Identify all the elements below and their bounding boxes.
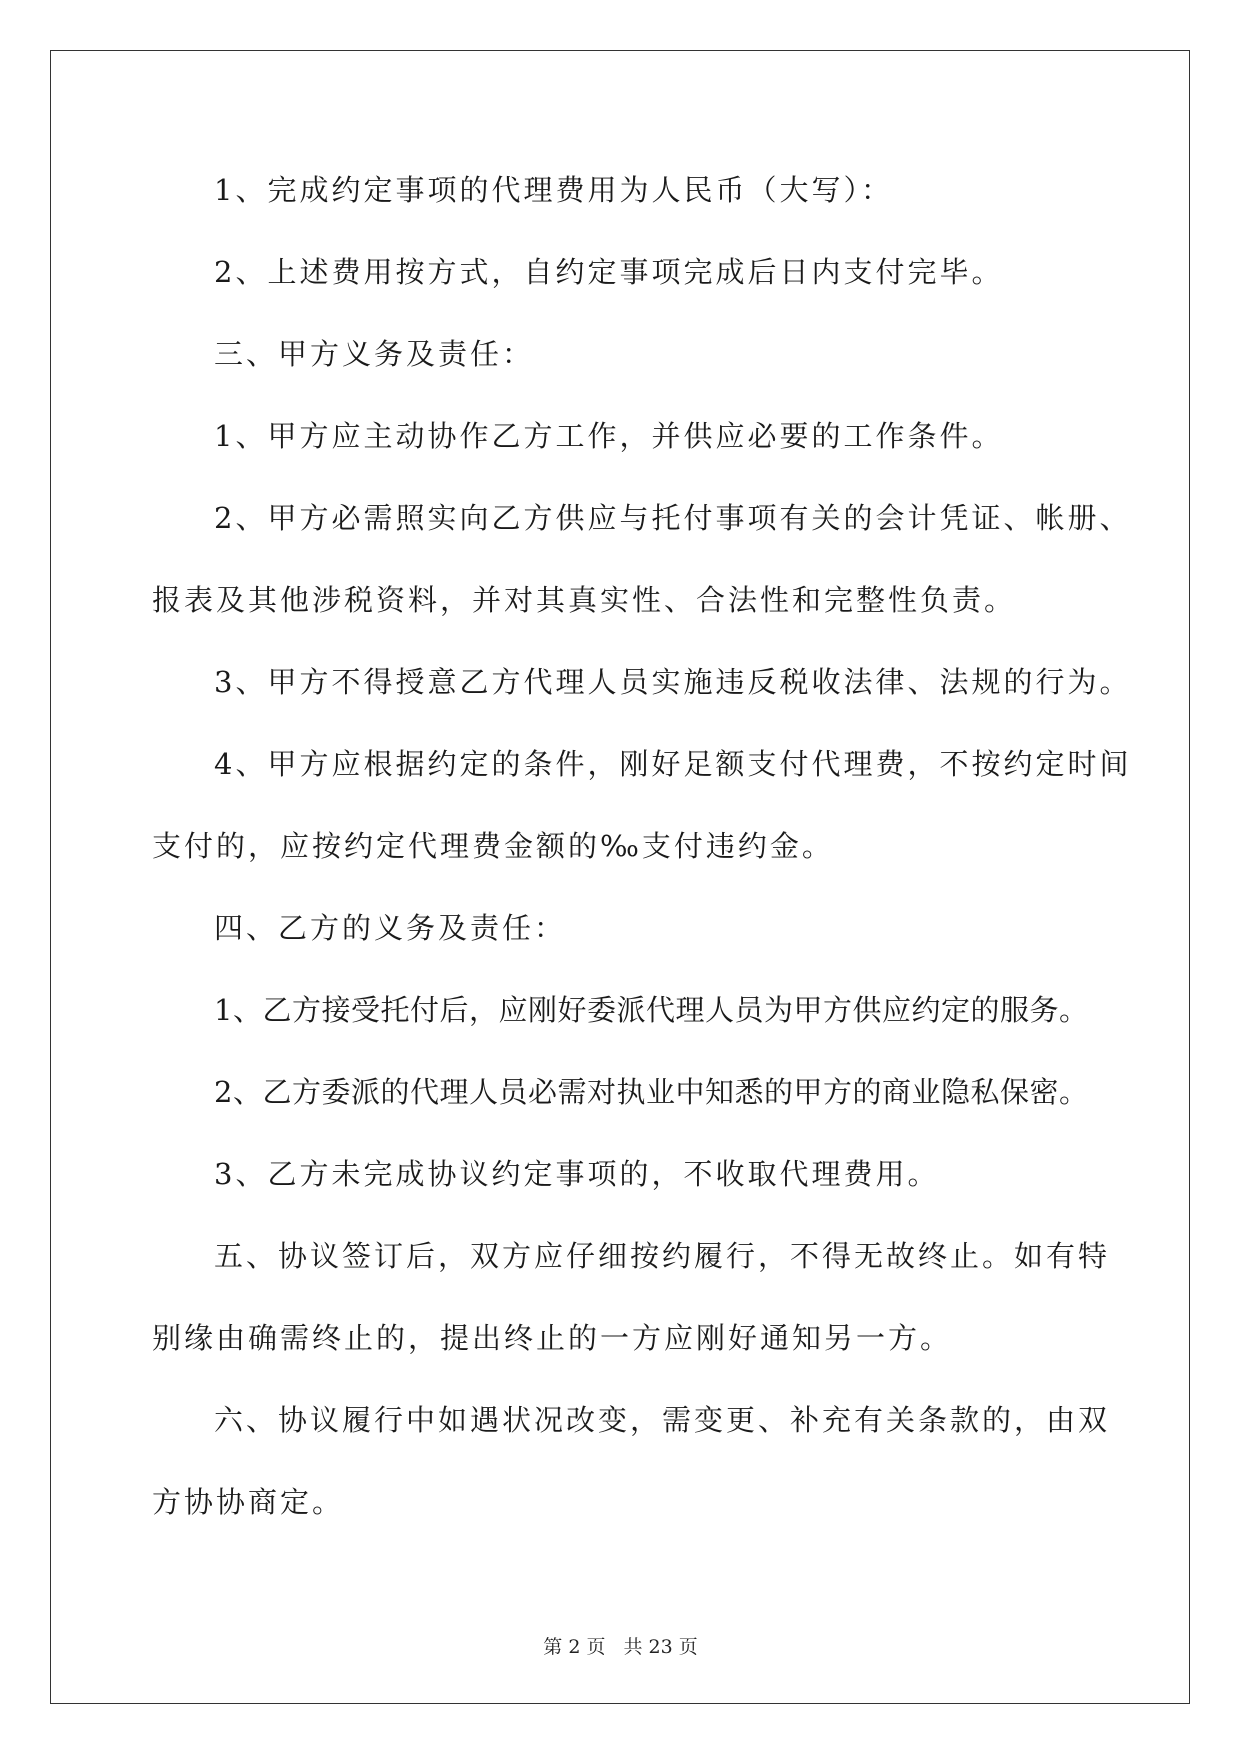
paragraph-party-b-1 (152, 986, 1092, 1034)
paragraph-line: 3、乙方未完成协议约定事项的，不收取代理费用。 (214, 1157, 940, 1191)
paragraph-line: 支付的，应按约定代理费金额的‰支付违约金。 (152, 829, 834, 863)
paragraph-line: 五、协议签订后，双方应仔细按约履行，不得无故终止。如有特 (214, 1239, 1111, 1273)
paragraph-party-a-1 (152, 412, 1092, 460)
paragraph-party-b-2 (152, 1068, 1092, 1116)
paragraph-line: 4、甲方应根据约定的条件，刚好足额支付代理费，不按约定时间 (214, 747, 1132, 781)
section-heading-party-a (152, 330, 1092, 378)
paragraph-line: 六、协议履行中如遇状况改变，需变更、补充有关条款的，由双 (214, 1403, 1111, 1437)
document-body (152, 166, 1132, 1560)
paragraph-line: 2、乙方委派的代理人员必需对执业中知悉的甲方的商业隐私保密。 (214, 1075, 1089, 1109)
paragraph-termination (152, 1232, 1111, 1362)
paragraph-line: 方协协商定。 (152, 1485, 345, 1519)
paragraph-line: 报表及其他涉税资料，并对其真实性、合法性和完整性负责。 (152, 583, 1017, 617)
paragraph-amendment (152, 1396, 1111, 1526)
paragraph-party-a-4 (152, 740, 1132, 870)
paragraph-party-b-3 (152, 1150, 1092, 1198)
paragraph-line: 2、上述费用按方式，自约定事项完成后日内支付完毕。 (214, 255, 1004, 289)
paragraph-fee-amount (152, 166, 1092, 214)
paragraph-fee-payment (152, 248, 1092, 296)
page-number: 第 2 页 (543, 1636, 606, 1658)
paragraph-party-a-2 (152, 494, 1132, 624)
paragraph-line: 2、甲方必需照实向乙方供应与托付事项有关的会计凭证、帐册、 (214, 501, 1132, 535)
paragraph-line: 3、甲方不得授意乙方代理人员实施违反税收法律、法规的行为。 (214, 665, 1132, 699)
paragraph-line: 别缘由确需终止的，提出终止的一方应刚好通知另一方。 (152, 1321, 953, 1355)
paragraph-party-a-3 (152, 658, 1132, 706)
paragraph-line: 三、甲方义务及责任： (214, 337, 535, 371)
section-heading-party-b (152, 904, 1092, 952)
paragraph-line: 1、完成约定事项的代理费用为人民币（大写）： (214, 173, 893, 207)
paragraph-line: 四、乙方的义务及责任： (214, 911, 567, 945)
paragraph-line: 1、乙方接受托付后，应刚好委派代理人员为甲方供应约定的服务。 (214, 993, 1089, 1027)
paragraph-line: 1、甲方应主动协作乙方工作，并供应必要的工作条件。 (214, 419, 1004, 453)
page-footer (0, 1632, 1241, 1659)
page-total: 共 23 页 (623, 1636, 698, 1658)
